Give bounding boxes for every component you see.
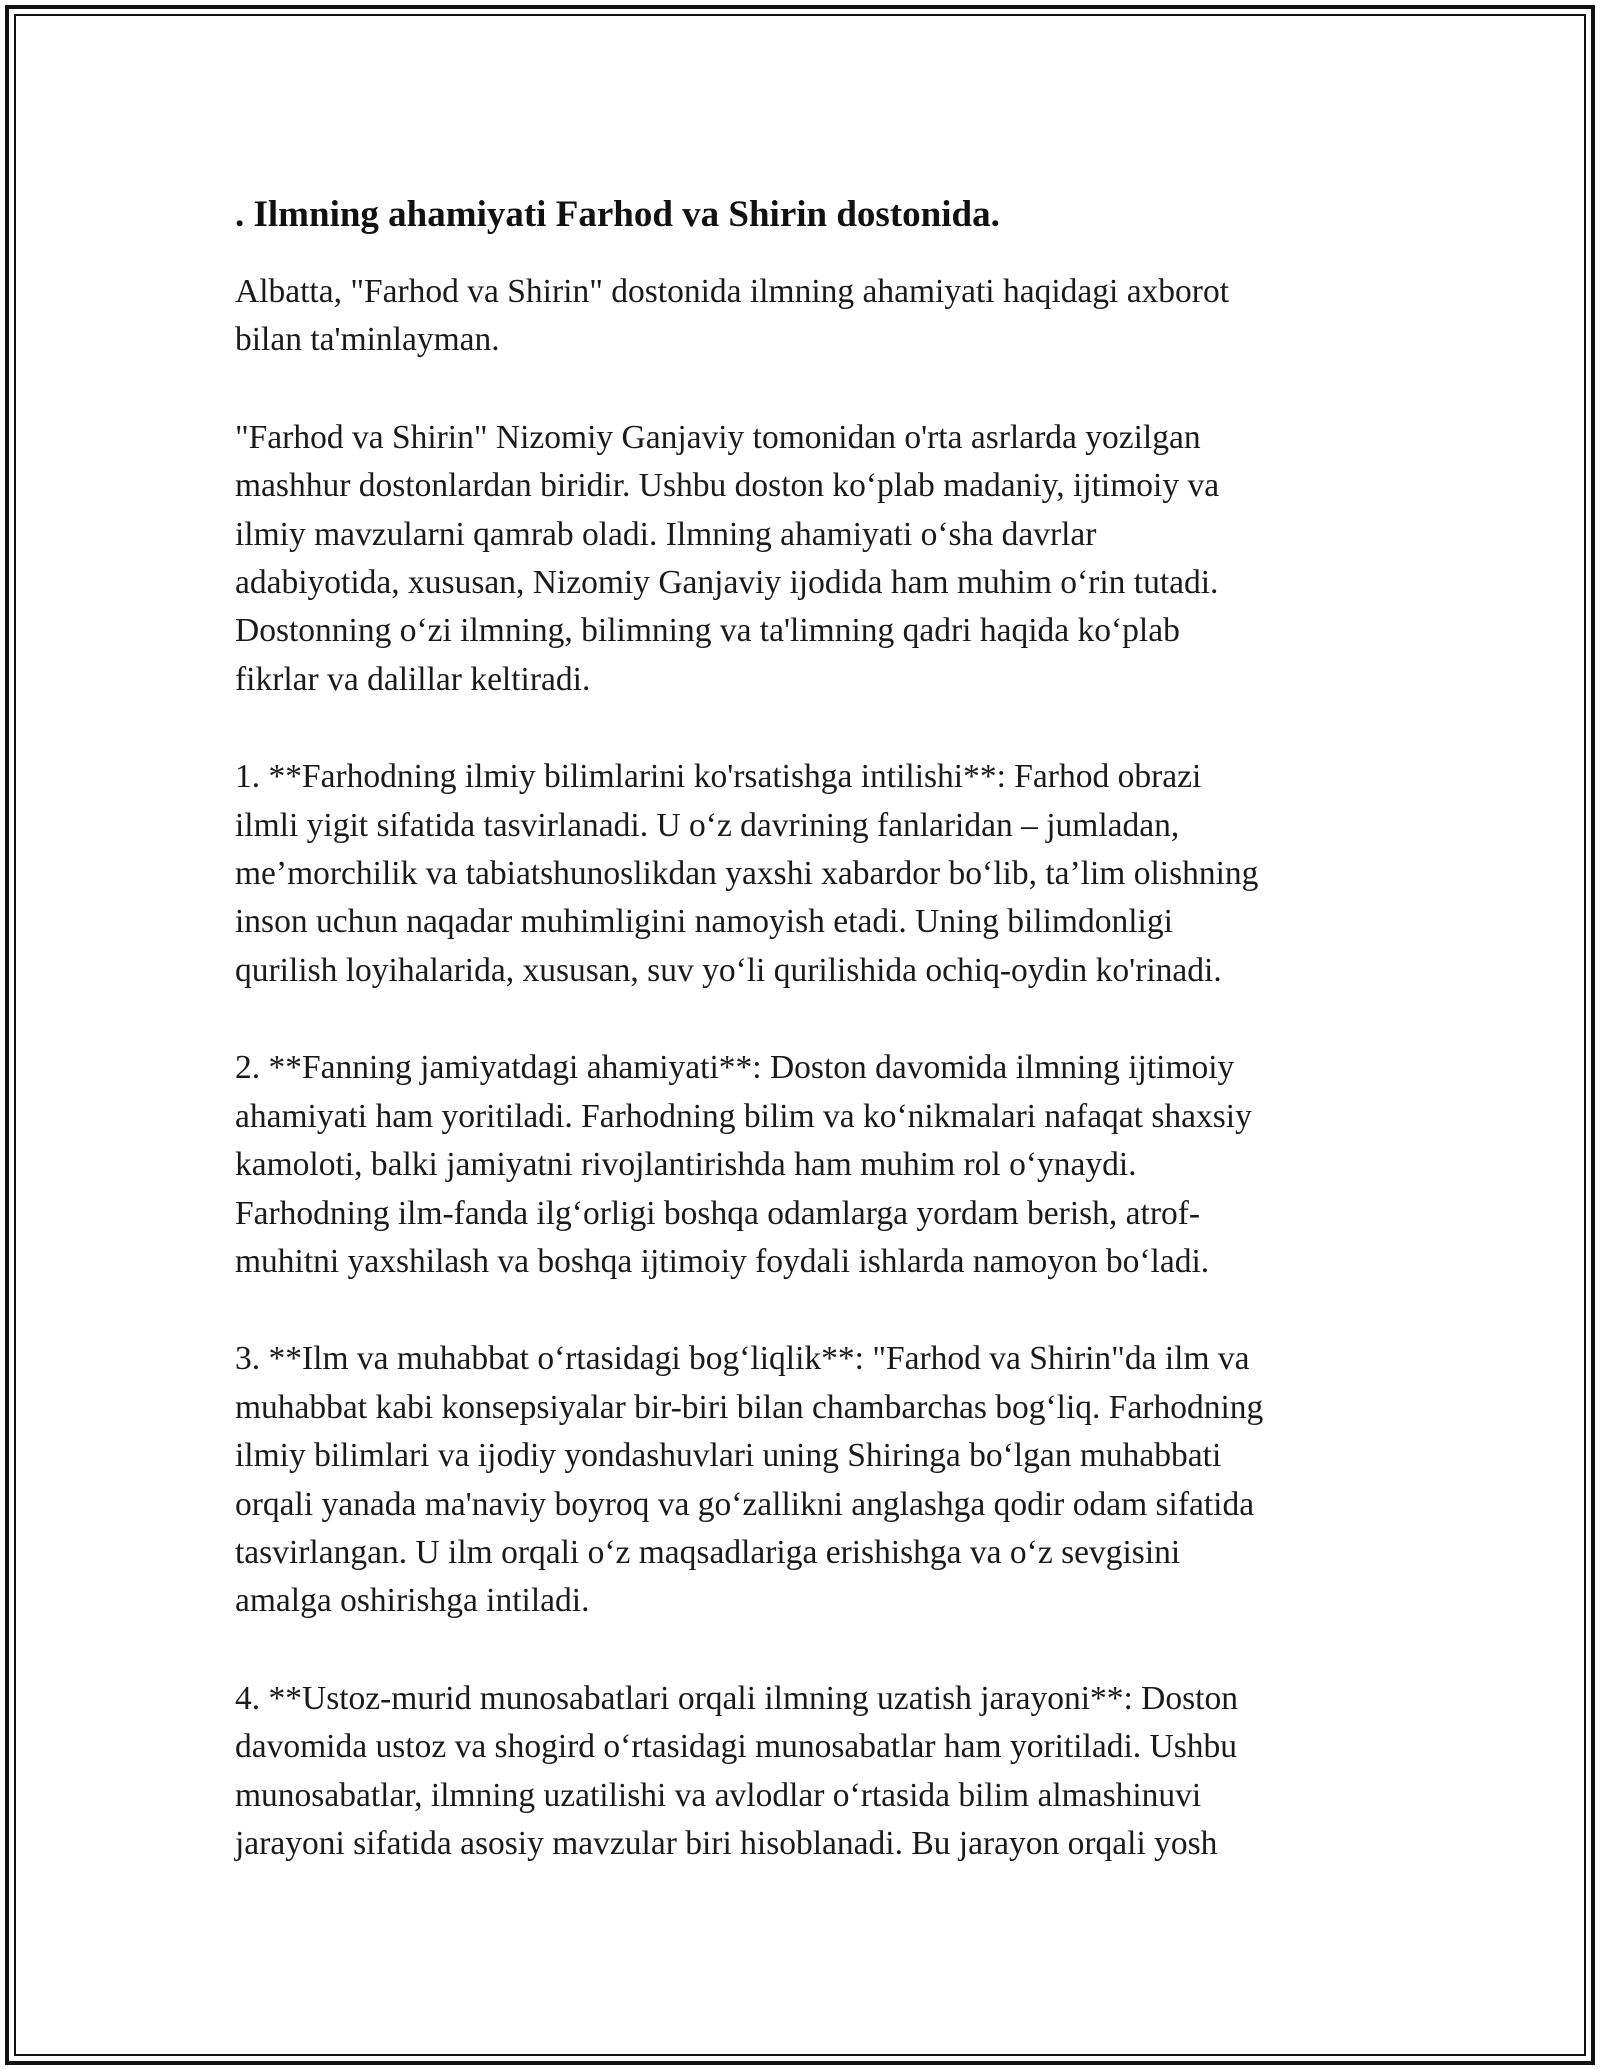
document-body <box>235 190 1375 1917</box>
paragraph-point-2: 2. **Fanning jamiyatdagi ahamiyati**: Doston davomida ilmning ijtimoiy ahamiyati ham yoritiladi. Farhodning bilim va ko‘nikmalari nafaqat shaxsiy kamoloti, balki jamiyatni rivojlantirishda ham muhim rol o‘ynaydi. Farhodning ilm-fanda ilg‘orligi boshqa odamlarga yordam berish, atrof- muhitni yaxshilash va boshqa ijtimoiy foydali ishlarda namoyon bo‘ladi. <box>235 1049 1252 1280</box>
paragraph-point-4: 4. **Ustoz-murid munosabatlari orqali ilmning uzatish jarayoni**: Doston davomida ustoz va shogird o‘rtasidagi munosabatlar ham yoritiladi. Ushbu munosabatlar, ilmning uzatilishi va avlodlar o‘rtasida bilim almashinuvi jarayoni sifatida asosiy mavzular biri hisoblanadi. Bu jarayon orqali yosh <box>235 1679 1238 1862</box>
document-title: . Ilmning ahamiyati Farhod va Shirin dostonida. <box>235 194 1000 235</box>
paragraph-point-1: 1. **Farhodning ilmiy bilimlarini ko'rsatishga intilishi**: Farhod obrazi ilmli yigit sifatida tasvirlanadi. U o‘z davrining fanlaridan – jumladan, me’morchilik va tabiatshunoslikdan yaxshi xabardor bo‘lib, ta’lim olishning inson uchun naqadar muhimligini namoyish etadi. Uning bilimdonligi qurilish loyihalarida, xususan, suv yo‘li qurilishida ochiq-oydin ko'rinadi. <box>235 758 1259 989</box>
paragraph-intro: Albatta, "Farhod va Shirin" dostonida ilmning ahamiyati haqidagi axborot bilan ta'minlayman. <box>235 273 1230 359</box>
paragraph-overview: "Farhod va Shirin" Nizomiy Ganjaviy tomonidan o'rta asrlarda yozilgan mashhur dostonlardan biridir. Ushbu doston ko‘plab madaniy, ijtimoiy va ilmiy mavzularni qamrab oladi. Ilmning ahamiyati o‘sha davrlar adabiyotida, xususan, Nizomiy Ganjaviy ijodida ham muhim o‘rin tutadi. Dostonning o‘zi ilmning, bilimning va ta'limning qadri haqida ko‘plab fikrlar va dalillar keltiradi. <box>235 418 1220 698</box>
paragraph-point-3: 3. **Ilm va muhabbat o‘rtasidagi bog‘liqlik**: "Farhod va Shirin"da ilm va muhabbat kabi konsepsiyalar bir-biri bilan chambarchas bog‘liq. Farhodning ilmiy bilimlari va ijodiy yondashuvlari uning Shiringa bo‘lgan muhabbati orqali yanada ma'naviy boyroq va go‘zallikni anglashga qodir odam sifatida tasvirlangan. U ilm orqali o‘z maqsadlariga erishishga va o‘z sevgisini amalga oshirishga intiladi. <box>235 1340 1264 1620</box>
